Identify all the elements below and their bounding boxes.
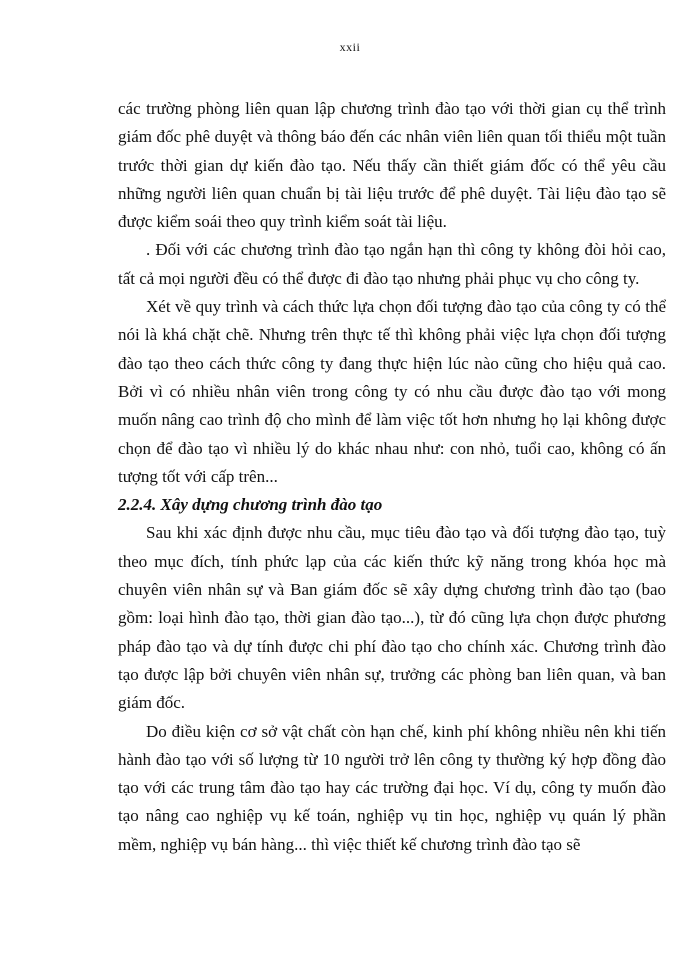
section-heading: 2.2.4. Xây dựng chương trình đào tạo xyxy=(118,495,383,515)
paragraph-3: Xét về quy trình và cách thức lựa chọn đối tượng đào tạo của công ty có thể nói là khá chặt chẽ. Nhưng trên thực tế thì không phải việc lựa chọn đối tượng đào tạo theo cách thức công ty đang thực hiện lúc nào cũng cho hiệu quả cao. Bởi vì có nhiều nhân viên trong công ty có nhu cầu được đào tạo với mong muốn nâng cao trình độ cho mình để làm việc tốt hơn nhưng họ lại không được chọn để đào tạo vì nhiều lý do khác nhau như: con nhỏ, tuổi cao, không có ấn tượng tốt với cấp trên... xyxy=(118,297,666,486)
paragraph-5: Do điều kiện cơ sở vật chất còn hạn chế, kinh phí không nhiều nên khi tiến hành đào tạo với số lượng từ 10 người trở lên công ty thường ký hợp đồng đào tạo với các trung tâm đào tạo hay các trường đại học. Ví dụ, công ty muốn đào tạo nâng cao nghiệp vụ kế toán, nghiệp vụ tin học, nghiệp vụ quán lý phần mềm, nghiệp vụ bán hàng... thì việc thiết kế chương trình đào tạo sẽ xyxy=(118,721,666,854)
page-number: xxii xyxy=(339,40,361,54)
document-body xyxy=(118,95,666,859)
paragraph-1: các trường phòng liên quan lập chương trình đào tạo với thời gian cụ thể trình giám đốc phê duyệt và thông báo đến các nhân viên liên quan tối thiểu một tuần trước thời gian dự kiến đào tạo. Nếu thấy cần thiết giám đốc có thể yêu cầu những người liên quan chuẩn bị tài liệu trước để phê duyệt. Tài liệu đào tạo sẽ được kiểm soái theo quy trình kiểm soát tài liệu. xyxy=(118,99,666,232)
paragraph-4: Sau khi xác định được nhu cầu, mục tiêu đào tạo và đối tượng đào tạo, tuỳ theo mục đích, tính phức lạp của các kiến thức kỹ năng trong khóa học mà chuyên viên nhân sự và Ban giám đốc sẽ xây dựng chương trình đào tạo (bao gồm: loại hình đào tạo, thời gian đào tạo...), từ đó cũng lựa chọn được phương pháp đào tạo và dự tính được chi phí đào tạo cho chính xác. Chương trình đào tạo được lập bởi chuyên viên nhân sự, trưởng các phòng ban liên quan, và ban giám đốc. xyxy=(118,523,666,713)
paragraph-2: . Đối với các chương trình đào tạo ngắn hạn thì công ty không đòi hỏi cao, tất cả mọi người đều có thể được đi đào tạo nhưng phải phục vụ cho công ty. xyxy=(118,240,666,288)
